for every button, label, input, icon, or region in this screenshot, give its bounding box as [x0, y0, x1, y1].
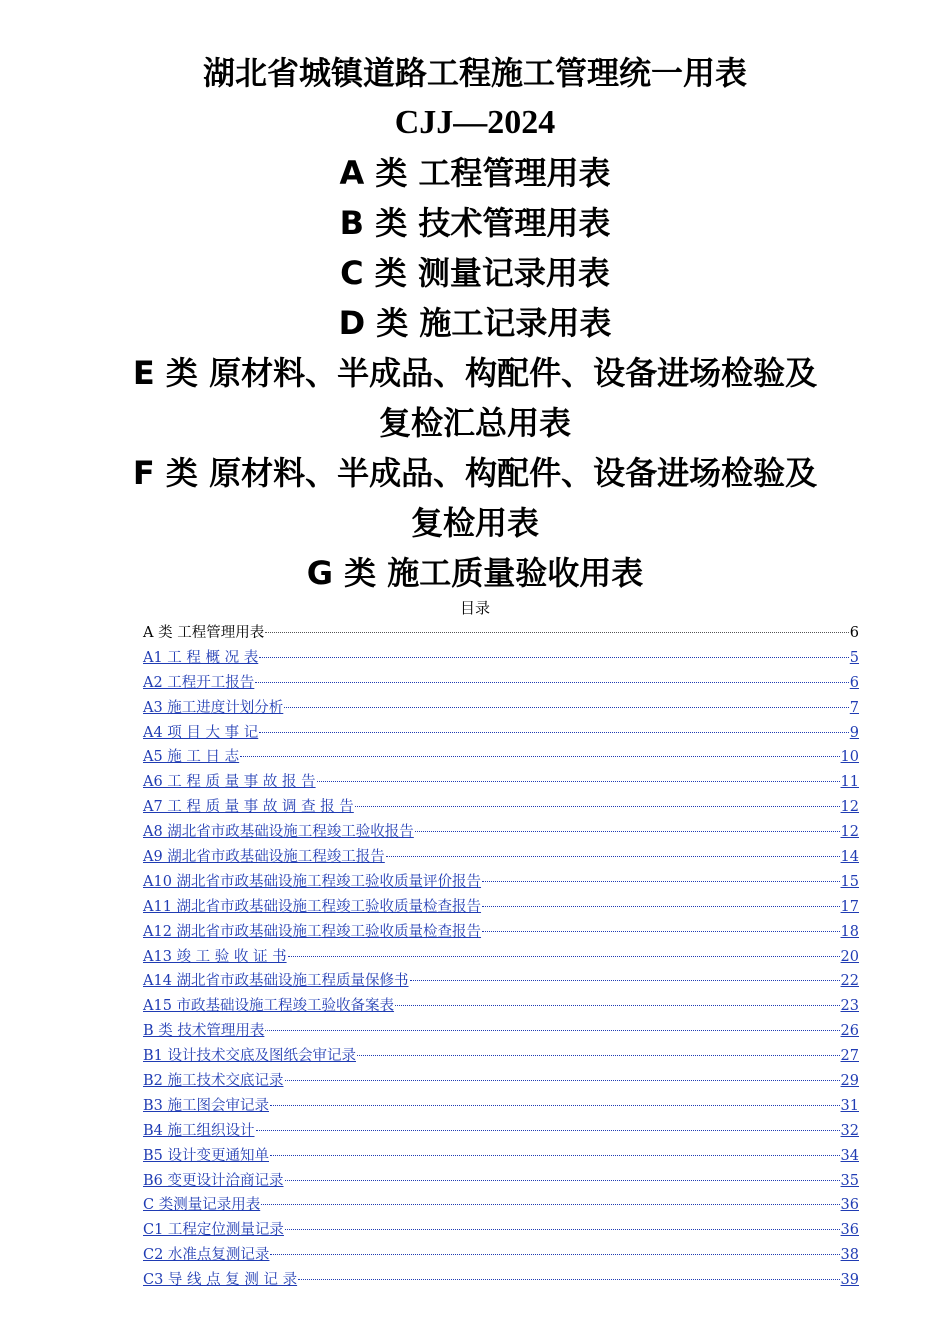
toc-entry[interactable]: [143, 1119, 859, 1144]
toc-entry-page-number: 12: [840, 799, 859, 816]
toc-entry-label: B5 设计变更通知单: [143, 1147, 269, 1164]
toc-entry[interactable]: [143, 870, 859, 895]
toc-entry-page-number: 17: [840, 898, 859, 915]
toc-dot-leader: [284, 707, 848, 708]
toc-entry-label: B6 变更设计洽商记录: [143, 1172, 284, 1189]
toc-dot-leader: [259, 657, 849, 658]
toc-entry-label: A1 工 程 概 况 表: [143, 649, 259, 666]
toc-entry[interactable]: [143, 745, 859, 770]
category-b-title: B 类 技术管理用表: [339, 204, 611, 242]
toc-entry-label: A5 施 工 日 志: [143, 749, 240, 766]
toc-entry-page-number: 14: [840, 849, 859, 866]
toc-entry-label: A2 工程开工报告: [143, 674, 255, 691]
category-d-title: D 类 施工记录用表: [338, 304, 612, 342]
toc-entry[interactable]: [143, 1243, 859, 1268]
toc-entry-label: A3 施工进度计划分析: [143, 699, 284, 716]
toc-entry-label: A6 工 程 质 量 事 故 报 告: [143, 774, 316, 791]
toc-entry-page-number: 35: [840, 1172, 859, 1189]
toc-entry-page-number: 6: [849, 625, 859, 641]
table-of-contents: [143, 621, 859, 1293]
toc-entry-page-number: 7: [849, 699, 859, 716]
toc-entry-label: A4 项 目 大 事 记: [143, 724, 259, 741]
toc-entry-page-number: 26: [840, 1023, 859, 1040]
toc-heading: 目录: [459, 599, 490, 617]
toc-entry[interactable]: [143, 696, 859, 721]
toc-entry[interactable]: [143, 795, 859, 820]
toc-entry-page-number: 22: [840, 973, 859, 990]
toc-entry-label: A7 工 程 质 量 事 故 调 查 报 告: [143, 799, 354, 816]
toc-dot-leader: [265, 1030, 839, 1031]
toc-entry-page-number: 9: [849, 724, 859, 741]
toc-entry[interactable]: [143, 721, 859, 746]
toc-dot-leader: [482, 881, 840, 882]
category-f-title-line1: F 类 原材料、半成品、构配件、设备进场检验及: [132, 454, 818, 492]
category-a-title: A 类 工程管理用表: [339, 154, 611, 192]
toc-entry-label: C2 水准点复测记录: [143, 1247, 270, 1264]
toc-dot-leader: [482, 906, 840, 907]
toc-entry: [143, 621, 859, 646]
toc-entry-page-number: 36: [840, 1222, 859, 1239]
toc-entry-page-number: 32: [840, 1122, 859, 1139]
toc-dot-leader: [256, 1130, 840, 1131]
toc-entry-page-number: 20: [840, 948, 859, 965]
toc-entry-label: B4 施工组织设计: [143, 1122, 255, 1139]
toc-dot-leader: [357, 1055, 840, 1056]
toc-dot-leader: [386, 856, 840, 857]
toc-dot-leader: [317, 781, 840, 782]
category-c-title: C 类 测量记录用表: [340, 254, 610, 292]
toc-entry[interactable]: [143, 994, 859, 1019]
toc-entry[interactable]: [143, 646, 859, 671]
toc-dot-leader: [298, 1279, 839, 1280]
toc-entry[interactable]: [143, 1169, 859, 1194]
toc-entry-page-number: 29: [840, 1073, 859, 1090]
toc-entry[interactable]: [143, 1268, 859, 1293]
toc-entry[interactable]: [143, 770, 859, 795]
toc-entry-page-number: 23: [840, 998, 859, 1015]
toc-entry-label: B1 设计技术交底及图纸会审记录: [143, 1048, 356, 1065]
toc-entry-label: A8 湖北省市政基础设施工程竣工验收报告: [143, 824, 414, 841]
toc-entry[interactable]: [143, 1094, 859, 1119]
toc-entry-label: A14 湖北省市政基础设施工程质量保修书: [143, 973, 409, 990]
toc-dot-leader: [255, 682, 848, 683]
toc-entry-page-number: 11: [840, 774, 859, 791]
toc-entry-page-number: 10: [840, 749, 859, 766]
toc-entry-page-number: 5: [849, 649, 859, 666]
toc-dot-leader: [270, 1105, 840, 1106]
toc-entry-label: C3 导 线 点 复 测 记 录: [143, 1272, 298, 1289]
toc-entry[interactable]: [143, 671, 859, 696]
title-block: [0, 48, 950, 598]
toc-entry[interactable]: [143, 945, 859, 970]
toc-entry-label: A12 湖北省市政基础设施工程竣工验收质量检查报告: [143, 923, 482, 940]
toc-dot-leader: [288, 956, 840, 957]
toc-entry-label: A10 湖北省市政基础设施工程竣工验收质量评价报告: [143, 873, 482, 890]
toc-entry-page-number: 12: [840, 824, 859, 841]
toc-dot-leader: [240, 756, 839, 757]
category-f-title-line2: 复检用表: [410, 504, 539, 542]
toc-entry-label: B2 施工技术交底记录: [143, 1073, 284, 1090]
category-e-title-line1: E 类 原材料、半成品、构配件、设备进场检验及: [132, 354, 818, 392]
toc-entry-label: C 类测量记录用表: [143, 1197, 261, 1214]
toc-entry-page-number: 18: [840, 923, 859, 940]
toc-entry-page-number: 27: [840, 1048, 859, 1065]
toc-dot-leader: [270, 1155, 840, 1156]
toc-entry-label: A11 湖北省市政基础设施工程竣工验收质量检查报告: [143, 898, 482, 915]
toc-entry-page-number: 36: [840, 1197, 859, 1214]
toc-entry-page-number: 31: [840, 1097, 859, 1114]
toc-entry-label: A15 市政基础设施工程竣工验收备案表: [143, 998, 395, 1015]
toc-entry-page-number: 34: [840, 1147, 859, 1164]
toc-dot-leader: [259, 732, 849, 733]
toc-entry-page-number: 39: [840, 1272, 859, 1289]
document-title: 湖北省城镇道路工程施工管理统一用表: [202, 54, 747, 92]
toc-dot-leader: [482, 931, 840, 932]
toc-entry-label: A 类 工程管理用表: [143, 625, 265, 641]
standard-code: CJJ—2024: [394, 104, 556, 141]
toc-entry-label: C1 工程定位测量记录: [143, 1222, 284, 1239]
toc-entry[interactable]: [143, 1144, 859, 1169]
toc-dot-leader: [355, 806, 840, 807]
toc-dot-leader: [270, 1254, 839, 1255]
toc-dot-leader: [265, 632, 849, 633]
category-e-title-line2: 复检汇总用表: [378, 404, 571, 442]
toc-entry[interactable]: [143, 845, 859, 870]
toc-dot-leader: [285, 1229, 840, 1230]
toc-dot-leader: [415, 831, 840, 832]
toc-entry-label: A13 竣 工 验 收 证 书: [143, 948, 287, 965]
toc-entry-label: B3 施工图会审记录: [143, 1097, 269, 1114]
toc-dot-leader: [261, 1204, 839, 1205]
toc-entry-label: B 类 技术管理用表: [143, 1023, 265, 1040]
toc-dot-leader: [285, 1080, 840, 1081]
toc-entry-page-number: 6: [849, 674, 859, 691]
toc-entry[interactable]: [143, 1069, 859, 1094]
toc-entry[interactable]: [143, 1193, 859, 1218]
category-g-title: G 类 施工质量验收用表: [306, 554, 644, 592]
toc-entry[interactable]: [143, 969, 859, 994]
toc-entry[interactable]: [143, 1019, 859, 1044]
toc-entry[interactable]: [143, 1218, 859, 1243]
toc-dot-leader: [410, 980, 840, 981]
toc-dot-leader: [395, 1005, 840, 1006]
toc-entry-page-number: 38: [840, 1247, 859, 1264]
toc-entry[interactable]: [143, 895, 859, 920]
toc-entry[interactable]: [143, 820, 859, 845]
toc-dot-leader: [285, 1180, 840, 1181]
toc-entry-page-number: 15: [840, 873, 859, 890]
toc-entry-label: A9 湖北省市政基础设施工程竣工报告: [143, 849, 385, 866]
toc-entry[interactable]: [143, 1044, 859, 1069]
toc-entry[interactable]: [143, 920, 859, 945]
